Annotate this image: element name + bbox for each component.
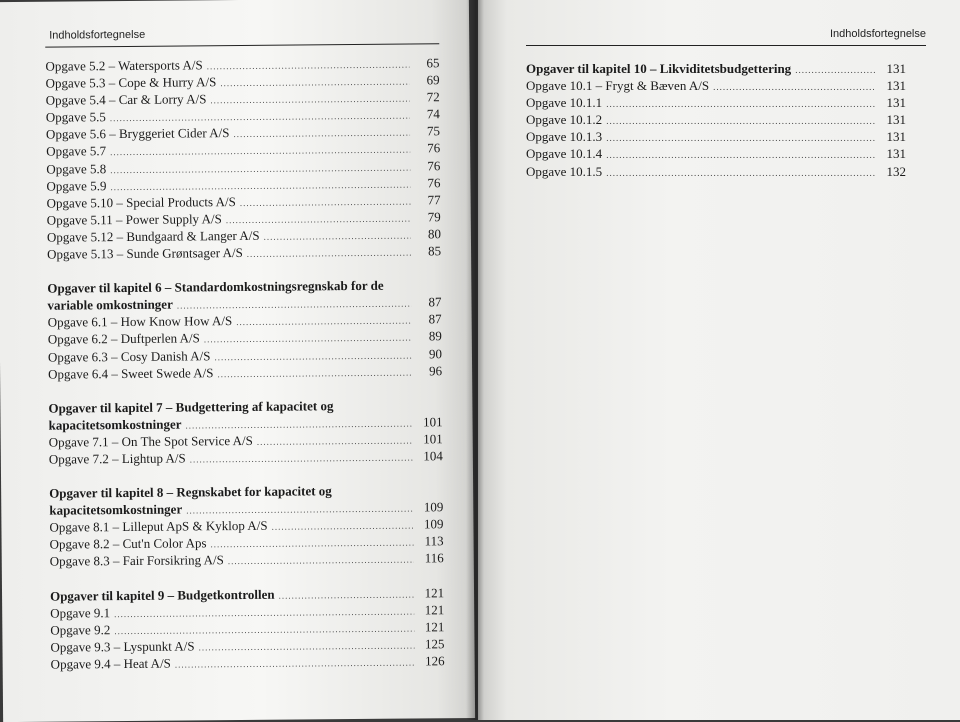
page-number: 96 [429,362,443,378]
page-number: 104 [423,448,443,464]
running-head: Indholdsfortegnelse [49,28,146,42]
leader-dots [247,245,411,264]
toc-entry-title: Opgave 8.2 – Cut'n Color Aps [49,535,207,553]
page-number: 109 [423,516,444,532]
toc-entry [46,174,440,195]
page-number: 76 [427,140,441,156]
page-number: 131 [886,146,906,162]
toc-entry-title: Opgave 10.1.1 [526,95,603,111]
page-number: 85 [427,243,442,259]
toc-entry [47,191,441,212]
toc-entry-title: Opgave 5.3 – Cope & Hurry A/S [45,74,217,91]
toc-entry [526,94,906,111]
page-number: 131 [886,78,906,94]
leader-dots [272,518,414,536]
page-number: 80 [427,226,441,242]
page-number: 69 [426,72,440,88]
page-number: 126 [425,653,445,669]
toc-entry-title: Opgave 5.13 – Sunde Grøntsager A/S [47,245,243,262]
page-number: 132 [886,163,906,179]
toc-entry-title: Opgave 9.4 – Heat A/S [50,655,171,672]
toc-heading-title: Opgaver til kapitel 10 – Likviditetsbudgettering [526,61,792,76]
page-number: 87 [428,311,442,327]
page-number: 90 [428,345,443,361]
toc-entry [50,550,444,571]
toc-entry [526,163,906,180]
leader-dots [233,125,410,144]
page-number: 76 [427,157,441,173]
toc-entry [49,430,443,451]
page-number: 131 [886,61,906,76]
leader-dots [264,227,411,245]
page-number: 121 [424,584,445,600]
toc-entry-title: Opgave 5.11 – Power Supply A/S [46,210,222,228]
toc-entry [526,77,906,94]
page-number: 76 [427,174,441,191]
toc-entry-title: Opgave 5.10 – Special Products A/S [46,193,236,211]
toc-heading-entry [47,293,441,314]
page-number: 113 [424,533,444,549]
leader-dots [207,57,410,76]
toc-entry-title: Opgave 9.1 [50,604,111,621]
toc-heading-line: Opgaver til kapitel 6 – Standardomkostningsregnskab for de [47,277,384,296]
leader-dots [199,637,415,656]
toc-heading-title: variable omkostninger [47,296,173,313]
leader-dots [210,91,409,110]
leader-dots [606,130,876,147]
show-through-text [526,220,926,660]
page-number: 79 [427,209,441,225]
toc-entry [48,362,442,383]
toc-entry-title: Opgave 10.1.5 [526,163,603,179]
toc-entry [48,328,442,349]
leader-dots [236,313,412,332]
toc-entry [526,128,906,145]
leader-dots [606,113,876,130]
toc-heading-title: kapacitetsomkostninger [48,416,182,433]
toc-entry-title: Opgave 7.2 – Lightup A/S [48,450,186,467]
page-number: 89 [428,328,442,344]
toc-entry-title: Opgave 9.3 – Lyspunkt A/S [50,638,195,655]
toc-entry [50,618,444,639]
page-number: 131 [886,95,906,111]
toc-entry-title: Opgave 5.4 – Car & Lorry A/S [45,91,207,108]
leader-dots [257,432,413,450]
toc-entry [50,533,444,554]
toc-entry [46,106,440,127]
page-number: 77 [427,191,441,208]
toc-entry-title: Opgave 5.7 [46,143,107,160]
page-number: 75 [426,123,441,139]
toc-entry-title: Opgave 5.6 – Bryggeriet Cider A/S [45,125,230,143]
toc-entry [46,157,440,178]
toc-entry-title: Opgave 6.3 – Cosy Danish A/S [47,347,211,365]
running-head: Indholdsfortegnelse [829,28,926,40]
page-number: 109 [423,499,444,515]
book-gutter [466,0,484,720]
toc-entry-title: Opgave 10.1.4 [526,146,603,162]
leader-dots [175,654,415,673]
leader-dots [210,535,413,554]
page-number: 116 [424,550,444,566]
toc-heading-entry [48,413,442,434]
toc-entry-title: Opgave 9.2 [50,621,111,638]
toc-entry [49,515,443,536]
toc-heading-title: Opgaver til kapitel 9 – Budgetkontrollen [49,586,275,604]
toc-entry [526,145,906,162]
toc-entry [526,111,906,128]
toc-entry-title: Opgave 10.1.3 [526,129,603,145]
toc-entry-title: Opgave 5.12 – Bundgaard & Langer A/S [46,227,260,245]
page-number: 87 [428,294,442,310]
page-number: 121 [424,601,445,618]
leader-dots [214,347,412,366]
page-number: 101 [423,431,443,447]
page-number: 101 [422,414,443,430]
toc-entry-title: Opgave 5.5 [45,109,106,125]
header-rule [526,45,926,46]
leader-dots [278,586,414,604]
toc-entry-title: Opgave 6.4 – Sweet Swede A/S [48,364,214,382]
page-number: 72 [426,89,440,105]
toc-entry-title: Opgave 8.3 – Fair Forsikring A/S [49,552,224,570]
toc-entry [46,71,440,92]
toc-entry [49,447,443,468]
page-number: 65 [426,55,440,71]
leader-dots [795,62,876,79]
page-number: 125 [424,636,445,652]
leader-dots [204,330,412,349]
toc-entry [47,208,441,229]
toc-entry [45,54,439,75]
leader-dots [606,96,876,113]
leader-dots [217,364,412,383]
toc-entry-title: Opgave 10.1.2 [526,112,603,128]
table-of-contents [526,60,906,180]
left-page [0,0,475,722]
leader-dots [220,74,409,93]
toc-entry-title: Opgave 6.2 – Duftperlen A/S [47,330,200,348]
page-number: 121 [424,618,445,635]
toc-entry [50,601,444,622]
toc-entry-title: Opgave 5.8 [46,160,107,177]
toc-entry [51,652,445,673]
toc-entry [46,88,440,109]
toc-heading-line: Opgaver til kapitel 8 – Regnskabet for kapacitet og [49,483,332,501]
leader-dots [606,147,876,164]
page-number: 131 [886,112,906,128]
toc-entry [50,635,444,656]
toc-entry-title: Opgave 7.1 – On The Spot Service A/S [48,432,253,450]
leader-dots [713,79,876,96]
toc-entry [47,225,441,246]
toc-entry-title: Opgave 8.1 – Lilleput ApS & Kyklop A/S [49,518,268,535]
toc-heading-entry [49,498,443,519]
leader-dots [228,552,414,571]
toc-entry-title: Opgave 5.9 [46,177,107,194]
leader-dots [606,165,876,182]
toc-entry [46,140,440,161]
page-number: 74 [426,106,440,122]
toc-heading-line: Opgaver til kapitel 7 – Budgettering af kapacitet og [48,397,334,416]
toc-heading-entry [50,584,444,605]
leader-dots [190,449,413,468]
toc-entry-title: Opgave 10.1 – Frygt & Bæven A/S [526,78,710,94]
page-number: 131 [886,129,906,145]
toc-entry-title: Opgave 5.2 – Watersports A/S [45,57,203,74]
toc-heading-title: kapacitetsomkostninger [49,501,183,518]
toc-entry [48,345,442,366]
toc-heading-entry [526,60,906,77]
toc-entry [46,123,440,144]
right-page [478,0,960,720]
leader-dots [240,193,411,212]
table-of-contents [45,54,444,672]
toc-entry [48,311,442,332]
header-rule [45,43,439,47]
toc-entry [47,242,441,263]
toc-entry-title: Opgave 6.1 – How Know How A/S [47,313,233,330]
